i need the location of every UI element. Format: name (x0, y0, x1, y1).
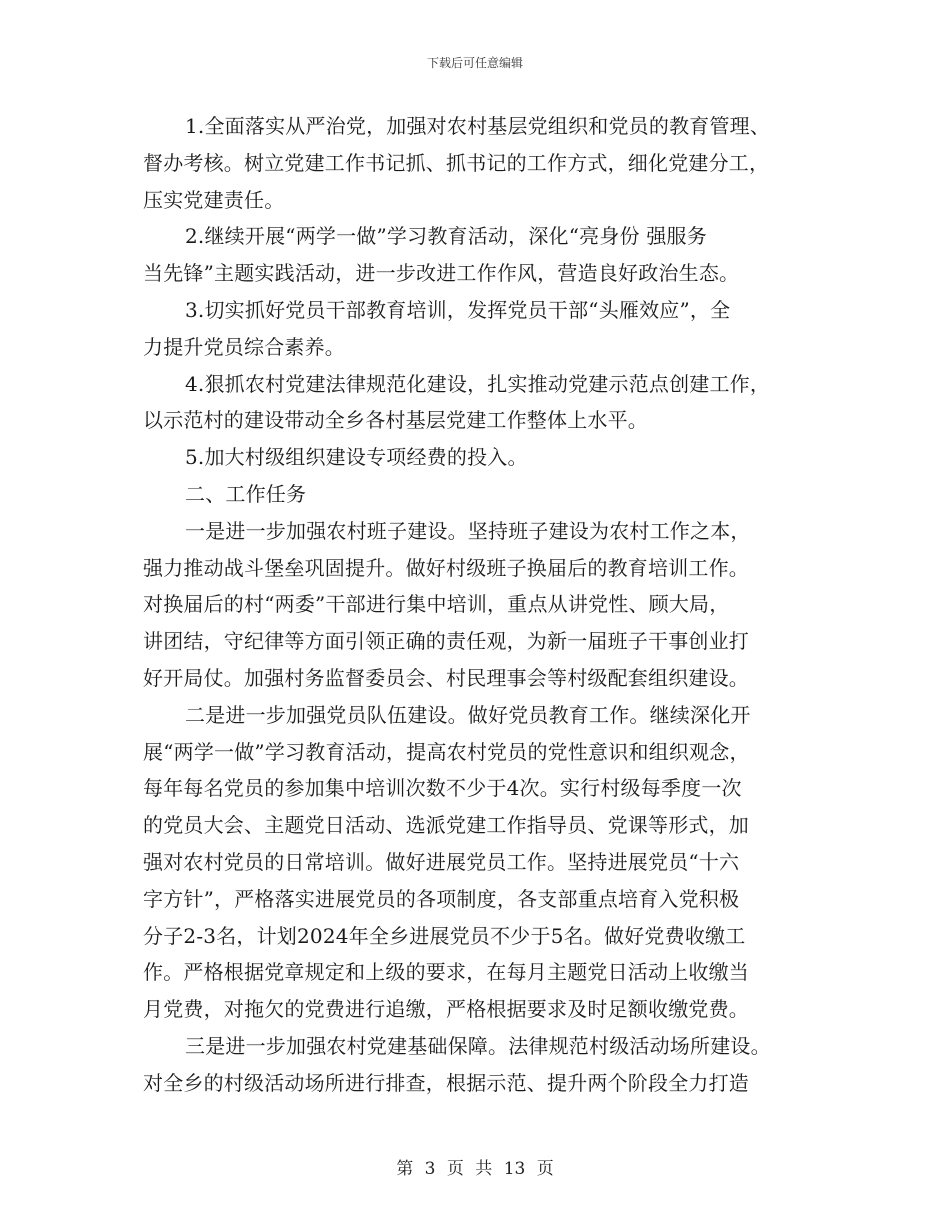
text-line: 月党费，对拖欠的党费进行追缴，严格根据要求及时足额收缴党费。 (143, 997, 749, 1022)
text-line: 对全乡的村级活动场所进行排查，根据示范、提升两个阶段全力打造 (143, 1070, 749, 1095)
text-line: 强力推动战斗堡垒巩固提升。做好村级班子换届后的教育培训工作。 (143, 555, 749, 580)
text-line: 1.全面落实从严治党，加强对农村基层党组织和党员的教育管理、 (185, 114, 771, 138)
text-line: 3.切实抓好党员干部教育培训，发挥党员干部“头雁效应”，全 (185, 297, 731, 322)
page-footer: 第 3 页 共 13 页 (396, 1159, 554, 1179)
text-line: 二是进一步加强党员队伍建设。做好党员教育工作。继续深化开 (185, 702, 751, 727)
text-line: 好开局仗。加强村务监督委员会、村民理事会等村级配套组织建设。 (143, 665, 749, 690)
text-line: 2.继续开展“两学一做”学习教育活动，深化“亮身份 强服务 (185, 224, 707, 249)
text-line: 作。严格根据党章规定和上级的要求，在每月主题党日活动上收缴当 (143, 960, 749, 985)
text-line: 5.加大村级组织建设专项经费的投入。 (185, 445, 528, 470)
text-line: 力提升党员综合素养。 (143, 334, 345, 359)
text-line: 一是进一步加强农村班子建设。坚持班子建设为农村工作之本， (185, 518, 751, 543)
page-header: 下载后可任意编辑 (426, 56, 523, 70)
text-line: 三是进一步加强农村党建基础保障。法律规范村级活动场所建设。 (185, 1033, 771, 1058)
text-line: 讲团结，守纪律等方面引领正确的责任观，为新一届班子干事创业打 (143, 629, 749, 654)
text-line: 4.狠抓农村党建法律规范化建设，扎实推动党建示范点创建工作， (185, 371, 771, 396)
text-line: 压实党建责任。 (143, 187, 285, 212)
text-line: 展“两学一做”学习教育活动，提高农村党员的党性意识和组织观念， (143, 739, 750, 764)
text-line: 以示范村的建设带动全乡各村基层党建工作整体上水平。 (143, 408, 648, 433)
text-line: 字方针”，严格落实进展党员的各项制度，各支部重点培育入党积极 (143, 886, 740, 911)
text-line: 每年每名党员的参加集中培训次数不少于4次。实行村级每季度一次 (143, 776, 742, 801)
text-line: 强对农村党员的日常培训。做好进展党员工作。坚持进展党员“十六 (143, 849, 740, 874)
text-line: 督办考核。树立党建工作书记抓、抓书记的工作方式，细化党建分工， (143, 150, 770, 175)
text-line: 的党员大会、主题党日活动、选派党建工作指导员、党课等形式，加 (143, 813, 749, 838)
text-line: 对换届后的村“两委”干部进行集中培训，重点从讲党性、顾大局， (143, 592, 730, 617)
text-line: 分子2-3名，计划2024年全乡进展党员不少于5名。做好党费收缴工 (143, 923, 746, 948)
text-line: 二、工作任务 (185, 481, 307, 506)
document-body (143, 108, 811, 1102)
text-line: 当先锋”主题实践活动，进一步改进工作作风，营造良好政治生态。 (143, 261, 740, 286)
